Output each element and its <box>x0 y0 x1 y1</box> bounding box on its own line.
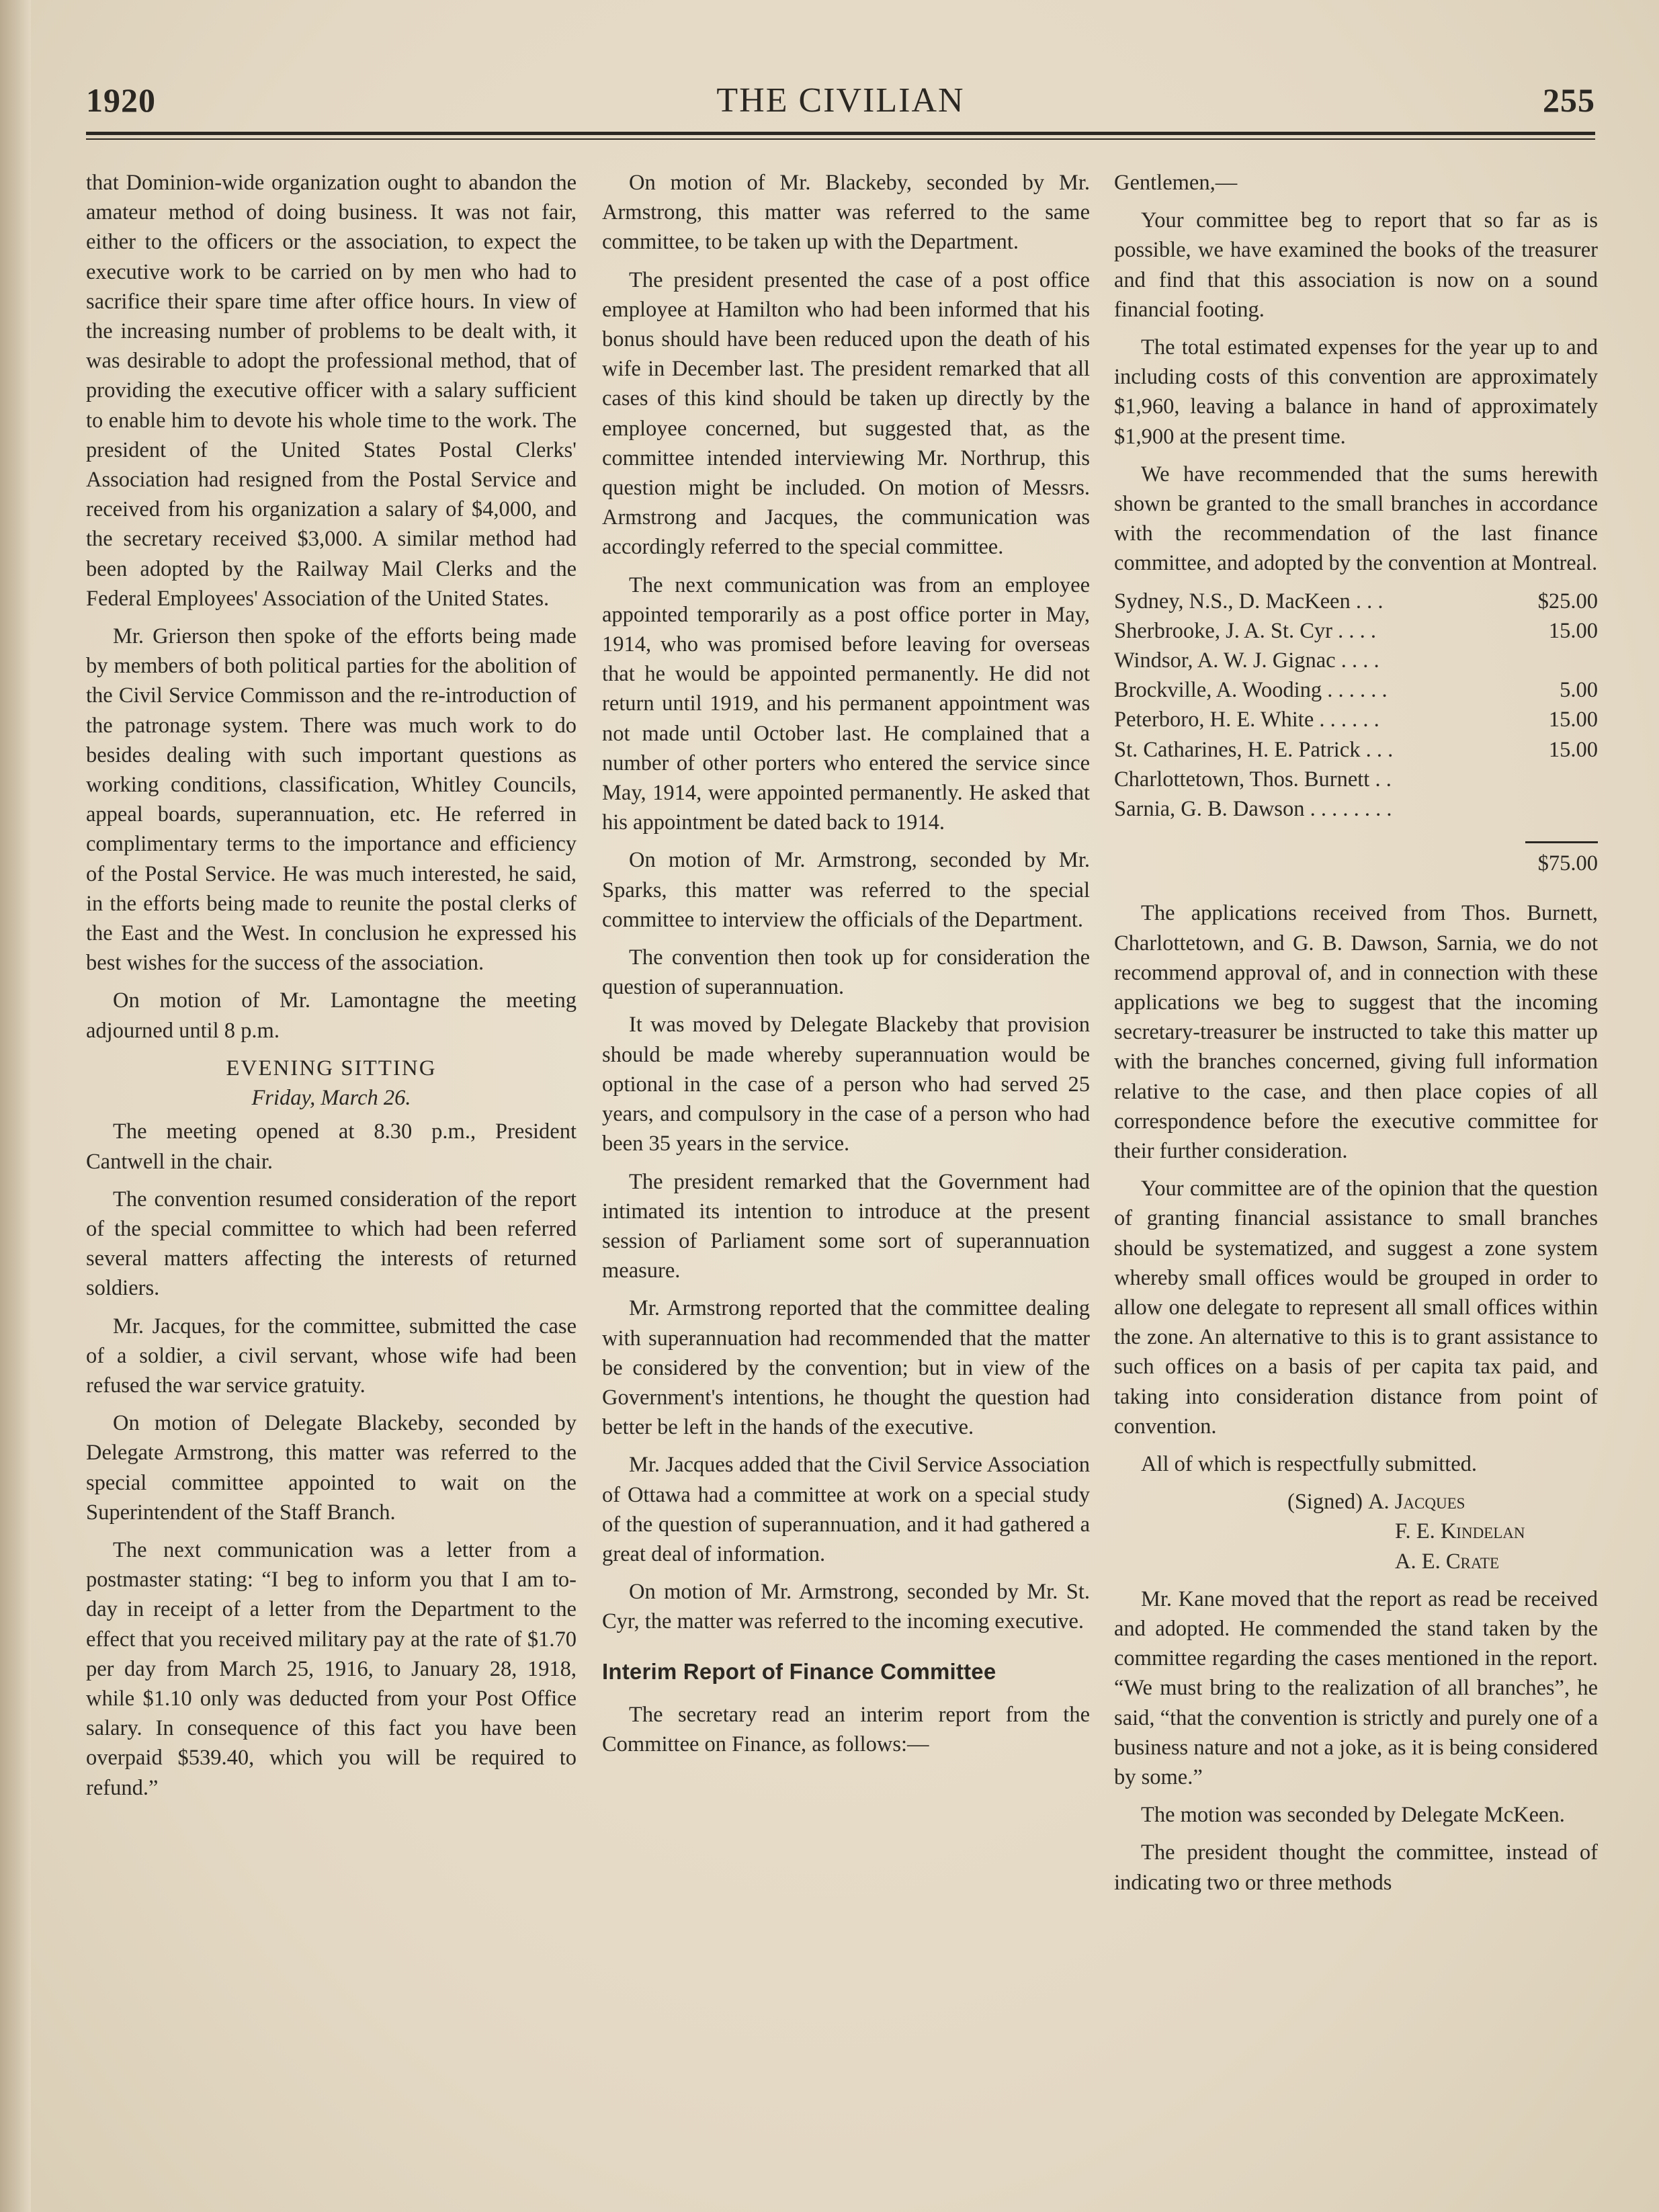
paragraph: Mr. Grierson then spoke of the efforts being made by members of both political parties for the abolition of the Civil Service Commisson and the re-introduction of the patronage system. There was much work to do besides dealing with such important questions as working conditions, classification, Whitley Councils, appeal boards, superannuation, etc. He referred in complimentary terms to the importance and efficiency of the Postal Service. He was much interested, he said, in the efforts being made to reunite the postal clerks of the East and the West. In conclusion he expressed his best wishes for the success of the association. <box>86 624 577 976</box>
grant-list <box>1114 587 1598 824</box>
paragraph: We have recommended that the sums herewith shown be granted to the small branches in accordance with the recommendation of the last finance committee, and adopted by the convention at Montreal. <box>1114 462 1598 576</box>
salutation: Gentlemen,— <box>1114 171 1238 195</box>
paragraph: The president thought the committee, instead of indicating two or three methods <box>1114 1840 1598 1895</box>
grant-branch: Sarnia, G. B. Dawson . . . . . . . . <box>1114 796 1392 821</box>
grant-branch: Windsor, A. W. J. Gignac . . . . <box>1114 648 1379 673</box>
signed-label: (Signed) <box>1287 1490 1363 1515</box>
paragraph: On motion of Delegate Blackeby, seconded by Delegate Armstrong, this matter was referred to the special committee appointed to wait on the Superintendent of the Staff Branch. <box>86 1411 577 1525</box>
header-rule-thick <box>86 132 1595 135</box>
section-date: Friday, March 26. <box>251 1086 411 1111</box>
paragraph: On motion of Mr. Lamontagne the meeting adjourned until 8 p.m. <box>86 988 577 1043</box>
grant-branch: St. Catharines, H. E. Patrick . . . <box>1114 737 1394 762</box>
grant-amount <box>1531 794 1598 824</box>
paragraph: that Dominion-wide organization ought to abandon the amateur method of doing business. It was not fair, either to the officers or the association, to expect the executive work to be carried on by men who had to sacrifice their spare time after office hours. In view of the increasing number of problems to be dealt with, it was desirable to adopt the professional method, that of providing the executive officer with a salary sufficient to enable him to devote his whole time to the work. The president of the United States Postal Clerks' Association had resigned from the Postal Service and received from his organization a salary of $4,000, and the secretary received $3,000. A similar method had been adopted by the Railway Mail Clerks and the Federal Employees' Association of the United States. <box>86 171 577 611</box>
paragraph: Your committee beg to report that so far as is possible, we have examined the books of the treasurer and find that this association is now on a sound financial footing. <box>1114 208 1598 322</box>
grant-row <box>1114 616 1598 646</box>
grant-row <box>1114 765 1598 794</box>
paragraph: The president presented the case of a post office employee at Hamilton who had been informed that his bonus should have been reduced upon the death of his wife in December last. The president remarked that all cases of this kind should be taken up directly by the employee concerned, but suggested that, as the committee intended interviewing Mr. Northrup, this question might be included. On motion of Messrs. Armstrong and Jacques, the communication was accordingly referred to the special committee. <box>602 267 1090 560</box>
grant-amount: 15.00 <box>1548 737 1598 762</box>
paragraph: The next communication was from an employee appointed temporarily as a post office porter in May, 1914, who was promised before leaving for overseas that he would be appointed permanently. He did not return until 1919, and his permanent appointment was not made until October last. He complained that a number of other porters who entered the service since May, 1914, were appointed permanently. He asked that his appointment be dated back to 1914. <box>602 572 1090 835</box>
grant-amount <box>1531 646 1598 675</box>
column-1 <box>86 168 577 1811</box>
grant-branch: Charlottetown, Thos. Burnett . . <box>1114 767 1392 792</box>
grant-branch: Peterboro, H. E. White . . . . . . <box>1114 708 1379 732</box>
paragraph: The convention resumed consideration of the report of the special committee to which had been referred several matters affecting the interests of returned soldiers. <box>86 1187 577 1301</box>
grant-total: $75.00 <box>1537 851 1598 876</box>
signer-name: F. E. Kindelan <box>1395 1519 1525 1544</box>
signer-name: A. Jacques <box>1368 1490 1465 1515</box>
paragraph: Mr. Armstrong reported that the committee dealing with superannuation had recommended that the matter be considered by the convention; but in view of the Government's intentions, he thought the question had better be left in the hands of the executive. <box>602 1296 1090 1440</box>
paragraph: The motion was seconded by Delegate McKeen. <box>1141 1803 1565 1828</box>
grant-branch: Sherbrooke, J. A. St. Cyr . . . . <box>1114 618 1376 643</box>
total-rule <box>1525 841 1598 843</box>
section-heading: EVENING SITTING <box>226 1056 437 1080</box>
grant-row <box>1114 675 1598 705</box>
publication-title: THE CIVILIAN <box>716 81 965 120</box>
grant-amount: 5.00 <box>1560 678 1598 703</box>
paragraph: The next communication was a letter from a postmaster stating: “I beg to inform you that I am to-day in receipt of a letter from the Department to the effect that you received military pay at the rate of $1.70 per day from March 25, 1916, to January 28, 1918, while $1.10 only was deducted from your Post Office salary. In consequence of this fact you have been overpaid $539.40, which you will be required to refund.” <box>86 1537 577 1800</box>
paragraph: The total estimated expenses for the year up to and including costs of this convention are approximately $1,960, leaving a balance in hand of approximately $1,900 at the present time. <box>1114 335 1598 449</box>
grant-amount: 15.00 <box>1548 618 1598 643</box>
paragraph: The applications received from Thos. Burnett, Charlottetown, and G. B. Dawson, Sarnia, we do not recommend approval of, and in connection with these applications we beg to suggest that the incoming secretary-treasurer be instructed to take this matter up with the branches concerned, giving full information relative to the case, and then place copies of all correspondence before the executive committee for their further consideration. <box>1114 901 1598 1163</box>
column-2 <box>602 168 1090 1767</box>
page-header <box>86 81 1595 134</box>
paragraph: Your committee are of the opinion that the question of granting financial assistance to small branches should be systematized, and suggest a zone system whereby small offices would be grouped in order to allow one delegate to represent all small offices within the zone. An alternative to this is to grant assistance to such offices on a basis of per capita tax paid, and taking into consideration distance from point of convention. <box>1114 1177 1598 1439</box>
grant-amount <box>1531 765 1598 794</box>
column-3 <box>1114 168 1598 1906</box>
grant-branch: Sydney, N.S., D. MacKeen . . . <box>1114 589 1384 613</box>
paragraph: On motion of Mr. Armstrong, seconded by Mr. St. Cyr, the matter was referred to the incoming executive. <box>602 1580 1090 1634</box>
header-year: 1920 <box>86 81 156 119</box>
grant-row <box>1114 646 1598 675</box>
page-number: 255 <box>1543 81 1595 119</box>
paragraph: The convention then took up for consideration the question of superannuation. <box>602 945 1090 1000</box>
header-rule-thin <box>86 138 1595 140</box>
signer-name: A. E. Crate <box>1395 1549 1499 1574</box>
paragraph: The president remarked that the Government had intimated its intention to introduce at the present session of Parliament some sort of superannuation measure. <box>602 1169 1090 1283</box>
paragraph: On motion of Mr. Blackeby, seconded by Mr. Armstrong, this matter was referred to the same committee, to be taken up with the Department. <box>602 171 1090 255</box>
grant-branch: Brockville, A. Wooding . . . . . . <box>1114 678 1388 703</box>
paragraph: Mr. Jacques added that the Civil Service Association of Ottawa had a committee at work on a special study of the question of superannuation, and it had gathered a great deal of information. <box>602 1453 1090 1566</box>
grant-row <box>1114 794 1598 824</box>
paragraph: It was moved by Delegate Blackeby that provision should be made whereby superannuation would be optional in the case of a person who had served 25 years, and compulsory in the case of a person who had been 35 years in the service. <box>602 1013 1090 1156</box>
paragraph: On motion of Mr. Armstrong, seconded by Mr. Sparks, this matter was referred to the special committee to interview the officials of the Department. <box>602 848 1090 932</box>
subsection-heading: Interim Report of Finance Committee <box>602 1658 996 1684</box>
grant-amount: $25.00 <box>1537 589 1598 613</box>
paragraph: Mr. Kane moved that the report as read be received and adopted. He commended the stand taken by the committee regarding the cases mentioned in the report. “We must bring to the realization of all branches”, he said, “that the convention is strictly and purely one of a business nature and not a joke, as it is being considered by some.” <box>1114 1586 1598 1790</box>
grant-amount: 15.00 <box>1548 708 1598 732</box>
page-spine-shadow <box>0 0 31 2212</box>
grant-row <box>1114 735 1598 765</box>
paragraph: The secretary read an interim report from the Committee on Finance, as follows:— <box>602 1702 1090 1756</box>
grant-row <box>1114 705 1598 734</box>
grant-row <box>1114 587 1598 616</box>
paragraph: The meeting opened at 8.30 p.m., President Cantwell in the chair. <box>86 1119 577 1174</box>
signature-line <box>1114 1487 1598 1517</box>
paragraph: Mr. Jacques, for the committee, submitted the case of a soldier, a civil servant, whose wife had been refused the war service gratuity. <box>86 1314 577 1398</box>
paragraph: All of which is respectfully submitted. <box>1141 1452 1478 1476</box>
